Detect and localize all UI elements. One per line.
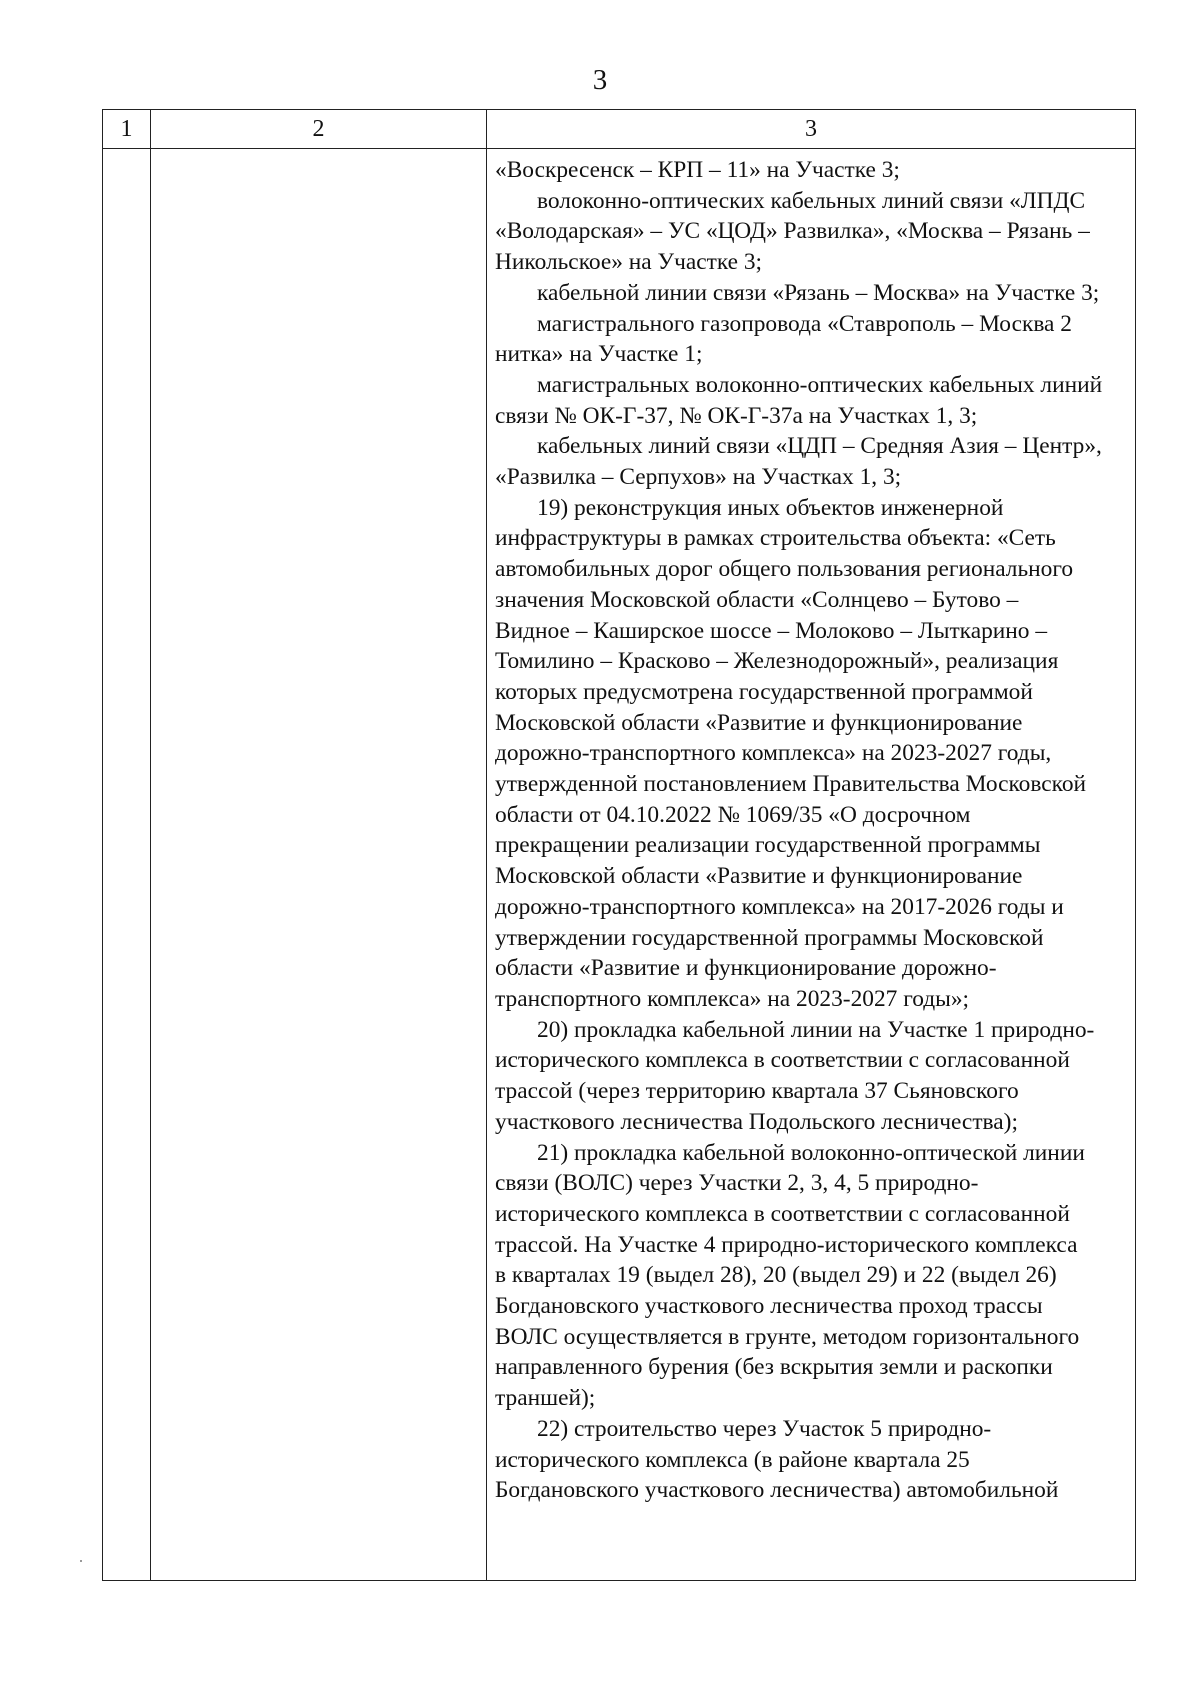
text-line: исторического комплекса (в районе квартала 25 [495, 1446, 970, 1473]
text-line: «Воскресенск – КРП – 11» на Участке 3; [495, 157, 900, 183]
text-line: в кварталах 19 (выдел 28), 20 (выдел 29) и 22 (выдел 26) [495, 1262, 1057, 1289]
text-line: магистрального газопровода «Ставрополь – Москва 2 [537, 310, 1072, 337]
text-line: Московской области «Развитие и функционирование [495, 863, 1023, 890]
scan-speck [80, 1560, 82, 1562]
text-line: инфраструктуры в рамках строительства объекта: «Сеть [495, 525, 1056, 552]
text-line: утвержденной постановлением Правительства Московской [495, 771, 1087, 798]
text-line: связи (ВОЛС) через Участки 2, 3, 4, 5 природно- [495, 1170, 979, 1197]
text-line: Никольское» на Участке 3; [495, 249, 763, 276]
text-line: утверждении государственной программы Московской [495, 924, 1044, 951]
text-line: траншей); [495, 1385, 596, 1412]
text-line: дорожно-транспортного комплекса» на 2017-2026 годы и [495, 893, 1064, 920]
text-line: Московской области «Развитие и функционирование [495, 709, 1023, 736]
text-line: Богдановского участкового лесничества) автомобильной [495, 1477, 1059, 1504]
table-header-row [103, 110, 1136, 149]
text-line: «Развилка – Серпухов» на Участках 1, 3; [495, 464, 902, 491]
text-line: трассой. На Участке 4 природно-исторического комплекса [495, 1231, 1078, 1258]
text-line: которых предусмотрена государственной программой [495, 678, 1033, 705]
text-line: кабельной линии связи «Рязань – Москва» на Участке 3; [537, 279, 1100, 306]
text-line: прекращении реализации государственной программы [495, 832, 1041, 859]
cell-col-3 [487, 149, 1136, 1581]
text-line: Видное – Каширское шоссе – Молоково – Лыткарино – [495, 617, 1048, 644]
text-line: Томилино – Красково – Железнодорожный», реализация [495, 648, 1059, 675]
text-line: автомобильных дорог общего пользования регионального [495, 556, 1074, 583]
text-line: исторического комплекса в соответствии с согласованной [495, 1200, 1070, 1227]
text-line: 19) реконструкция иных объектов инженерной [537, 494, 1004, 521]
text-line: дорожно-транспортного комплекса» на 2023-2027 годы, [495, 740, 1052, 767]
text-line: направленного бурения (без вскрытия земли и раскопки [495, 1354, 1053, 1381]
text-line: 22) строительство через Участок 5 природно- [537, 1415, 992, 1442]
document-table [102, 109, 1136, 1581]
text-line: трассой (через территорию квартала 37 Сьяновского [495, 1078, 1019, 1105]
text-line: участкового лесничества Подольского лесничества); [495, 1108, 1018, 1135]
text-line: области от 04.10.2022 № 1069/35 «О досрочном [495, 801, 971, 828]
text-line: нитка» на Участке 1; [495, 341, 703, 368]
text-line: области «Развитие и функционирование дорожно- [495, 955, 997, 982]
text-line: исторического комплекса в соответствии с согласованной [495, 1047, 1070, 1074]
table-row [103, 149, 1136, 1581]
header-col-2: 2 [151, 110, 487, 149]
cell-col-2 [151, 149, 487, 1581]
text-line: ВОЛС осуществляется в грунте, методом горизонтального [495, 1323, 1080, 1350]
cell-col-1 [103, 149, 151, 1581]
text-line: магистральных волоконно-оптических кабельных линий [537, 371, 1103, 398]
text-line: транспортного комплекса» на 2023-2027 годы»; [495, 985, 970, 1012]
text-line: кабельных линий связи «ЦДП – Средняя Азия – Центр», [537, 433, 1102, 460]
page-number: 3 [592, 64, 608, 96]
text-line: 21) прокладка кабельной волоконно-оптической линии [537, 1139, 1085, 1166]
text-line: связи № ОК-Г-37, № ОК-Г-37а на Участках 1, 3; [495, 402, 978, 429]
text-line: волоконно-оптических кабельных линий связи «ЛПДС [537, 187, 1086, 214]
text-line: Богдановского участкового лесничества проход трассы [495, 1293, 1043, 1320]
text-line: «Володарская» – УС «ЦОД» Развилка», «Москва – Рязань – [495, 218, 1090, 245]
header-col-1: 1 [103, 110, 151, 149]
text-line: значения Московской области «Солнцево – Бутово – [495, 586, 1019, 613]
header-col-3: 3 [487, 110, 1136, 149]
text-line: 20) прокладка кабельной линии на Участке 1 природно- [537, 1016, 1095, 1043]
